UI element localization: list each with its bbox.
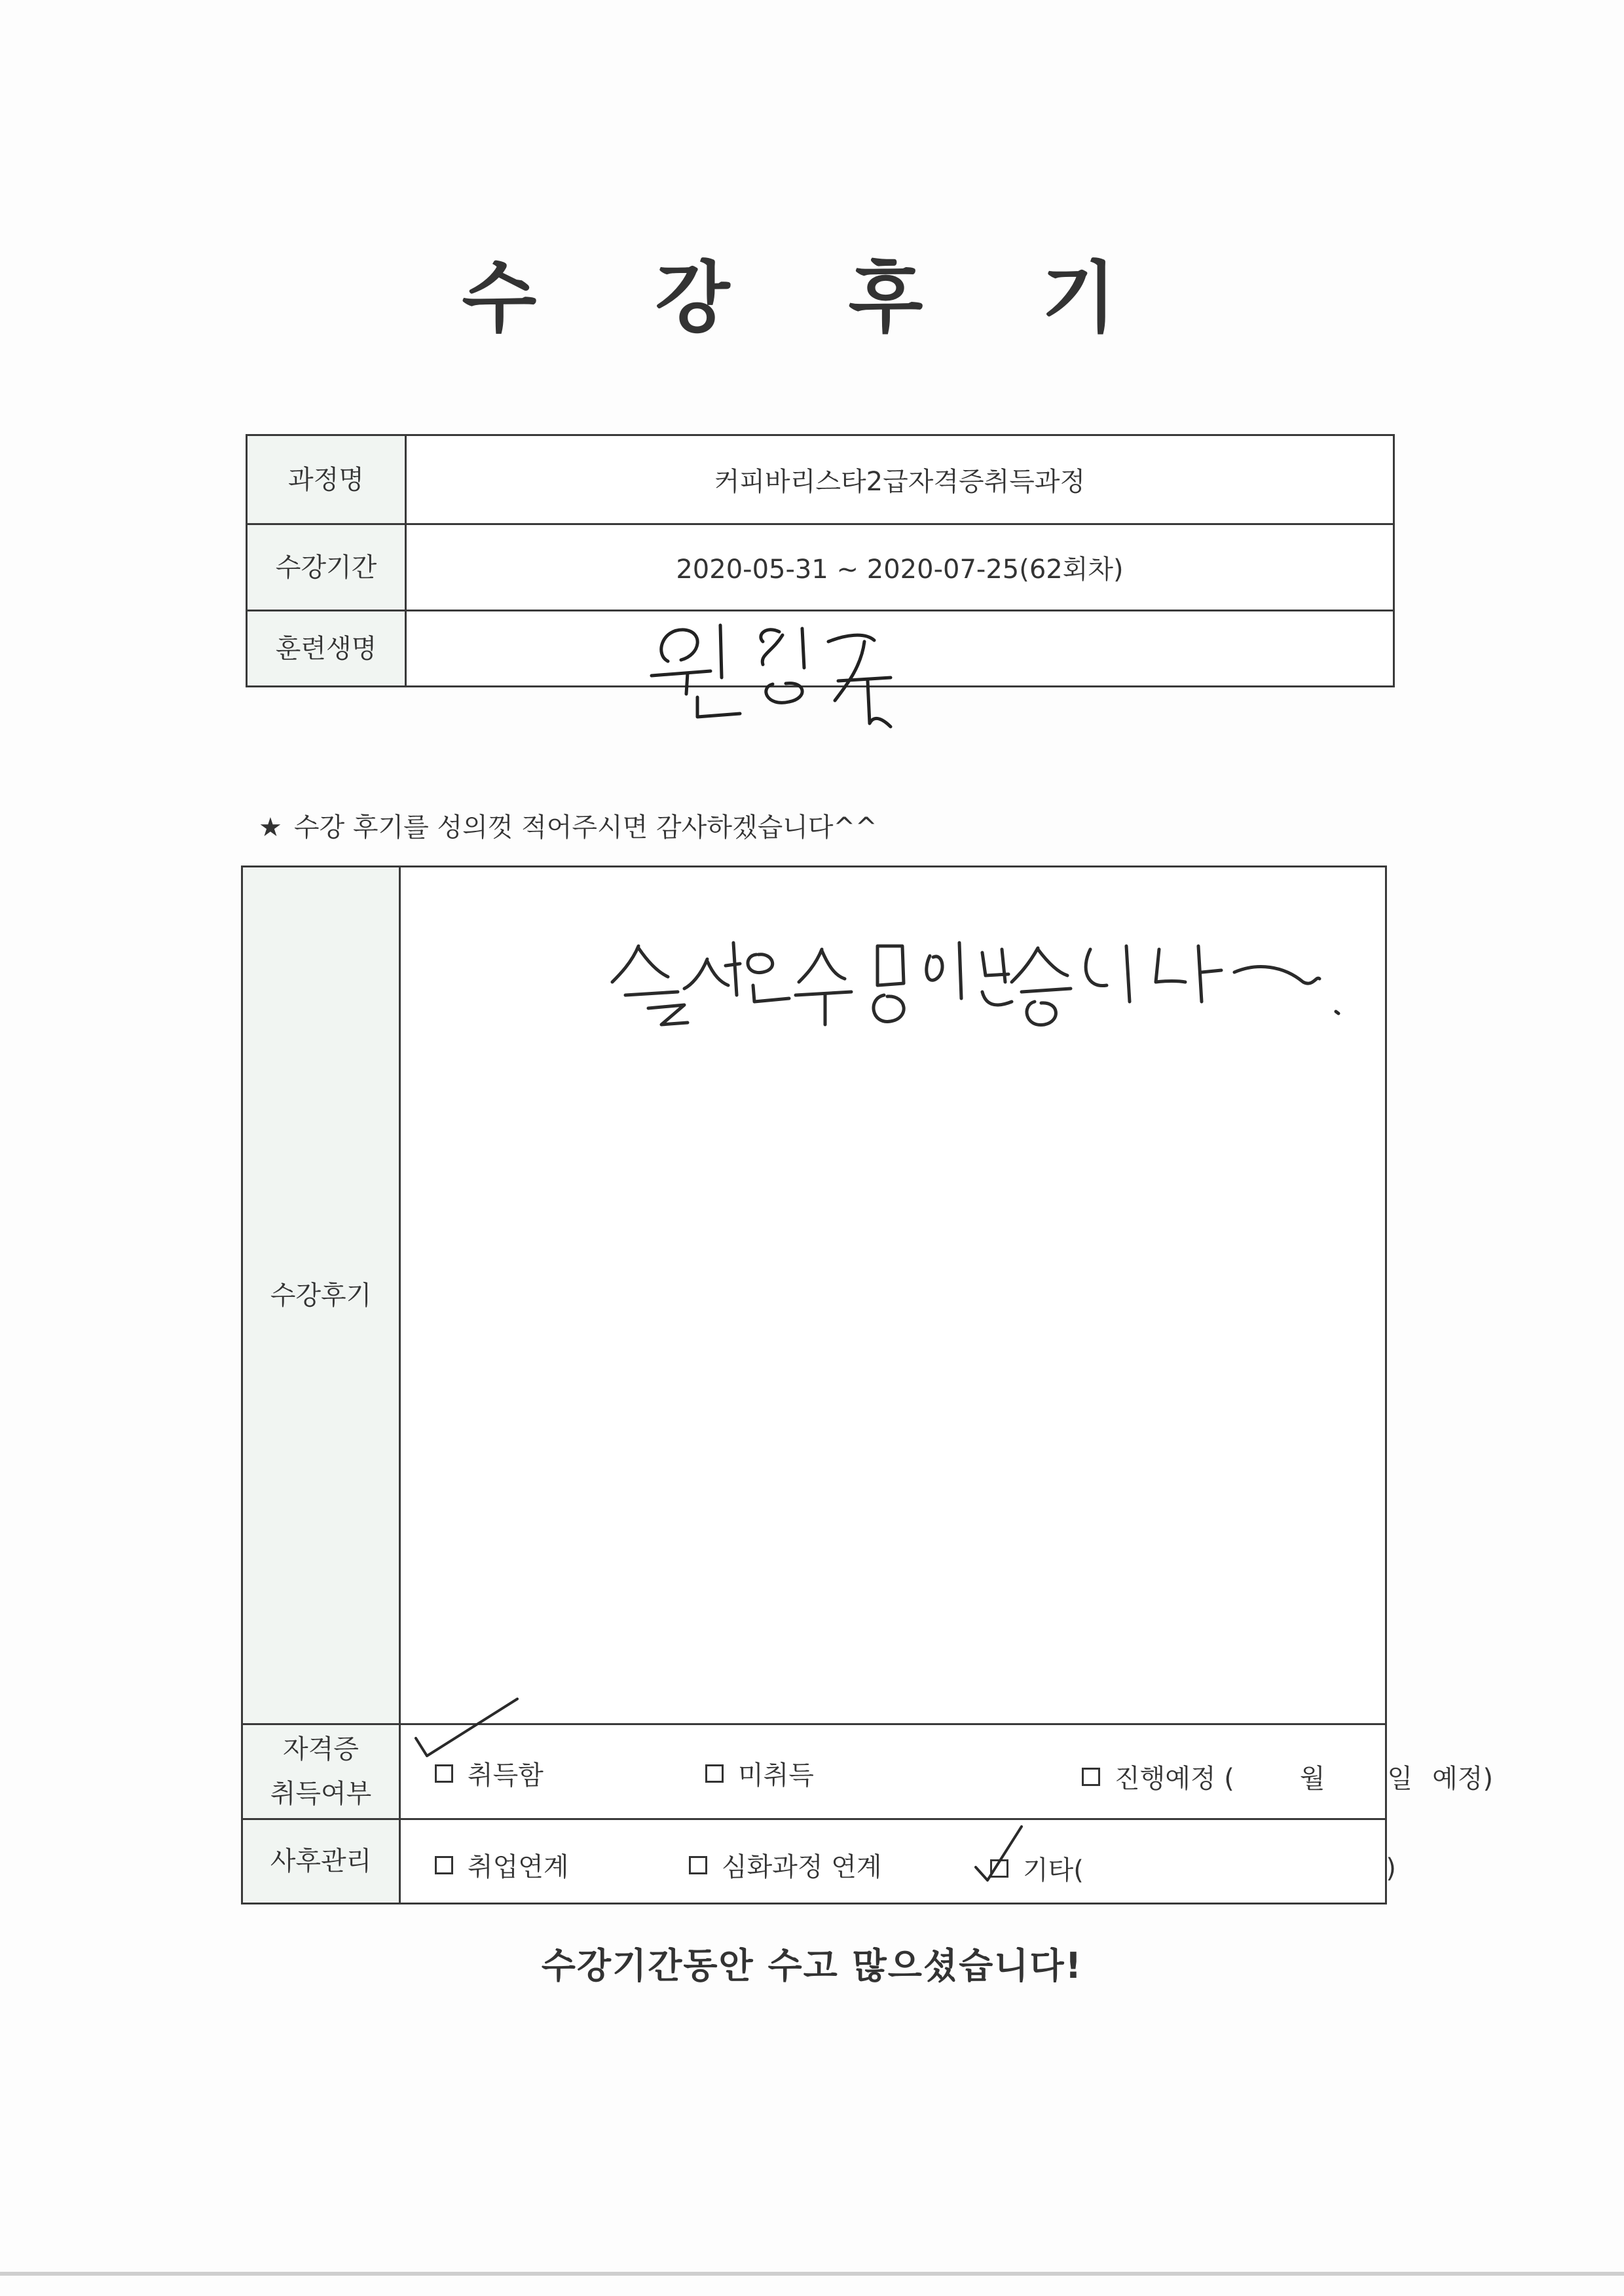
notice-text xyxy=(259,807,877,844)
period-label: 수강기간 xyxy=(247,524,406,611)
option-advanced-link[interactable] xyxy=(689,1846,882,1884)
advanced-link-label: 심화과정 연계 xyxy=(722,1852,882,1882)
certification-label-line2: 취득여부 xyxy=(270,1779,372,1809)
other-prefix: 기타( xyxy=(1023,1855,1084,1886)
other-check-mark xyxy=(969,1820,1041,1892)
scan-bottom-edge xyxy=(0,2272,1624,2276)
notice-message: 수강 후기를 성의껏 적어주시면 감사하겠습니다^^ xyxy=(293,812,877,843)
acquired-label: 취득함 xyxy=(468,1760,544,1791)
aftercare-row xyxy=(242,1819,1386,1904)
option-planned[interactable] xyxy=(1082,1758,1493,1795)
planned-suffix: 예정) xyxy=(1432,1764,1494,1794)
job-link-checkbox[interactable] xyxy=(435,1856,453,1874)
certification-label xyxy=(242,1724,400,1819)
trainee-label: 훈련생명 xyxy=(247,611,406,687)
planned-prefix: 진행예정 ( xyxy=(1115,1764,1234,1794)
planned-checkbox[interactable] xyxy=(1082,1768,1100,1786)
course-row xyxy=(247,435,1394,524)
review-handwriting xyxy=(609,910,1362,1067)
planned-day-label: 일 xyxy=(1387,1764,1413,1794)
job-link-label: 취업연계 xyxy=(468,1852,569,1882)
page-title: 수 강 후 기 xyxy=(462,253,1162,343)
course-label: 과정명 xyxy=(247,435,406,524)
aftercare-options xyxy=(400,1819,1396,1904)
review-label: 수강후기 xyxy=(242,867,400,1724)
option-job-link[interactable] xyxy=(435,1846,569,1884)
period-value: 2020-05-31 ~ 2020-07-25(62회차) xyxy=(406,524,1394,611)
option-other[interactable] xyxy=(990,1850,1396,1887)
planned-month-label: 월 xyxy=(1299,1764,1325,1794)
not-acquired-label: 미취득 xyxy=(738,1760,814,1791)
course-value: 커피바리스타2급자격증취득과정 xyxy=(406,435,1394,524)
star-icon: ★ xyxy=(259,812,282,843)
certification-label-line1: 자격증 xyxy=(283,1734,359,1764)
certification-options xyxy=(400,1724,1494,1819)
not-acquired-checkbox[interactable] xyxy=(705,1764,724,1783)
closing-message: 수강기간동안 수고 많으셨습니다! xyxy=(541,1945,1083,1986)
advanced-link-checkbox[interactable] xyxy=(689,1856,707,1874)
acquired-check-mark xyxy=(406,1696,524,1768)
option-not-acquired[interactable] xyxy=(705,1755,814,1792)
aftercare-label: 사후관리 xyxy=(242,1819,400,1904)
period-row xyxy=(247,524,1394,611)
other-suffix: ) xyxy=(1386,1853,1396,1884)
trainee-signature xyxy=(648,615,950,746)
